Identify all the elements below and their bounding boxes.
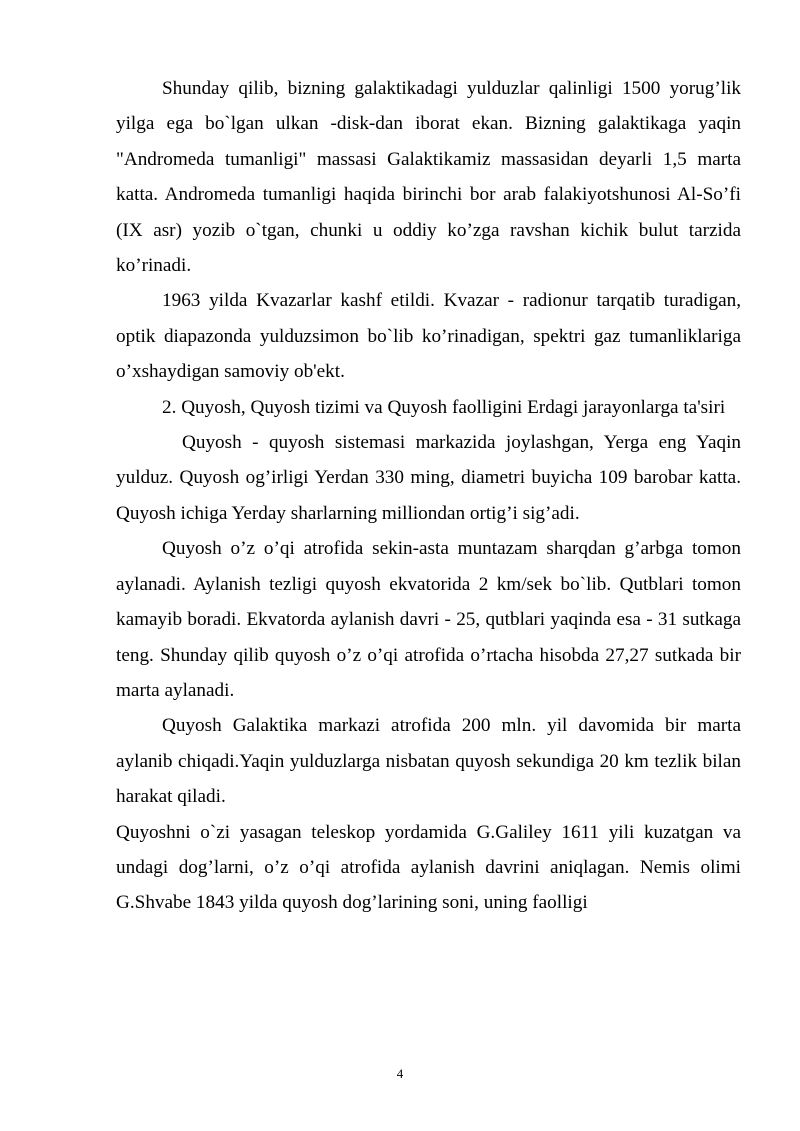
paragraph-sun-definition: Quyosh - quyosh sistemasi markazida joylashgan, Yerga eng Yaqin yulduz. Quyosh og’irligi Yerdan 330 ming, diametri buyicha 109 barobar katta. Quyosh ichiga Yerday sharlarning milliondan ortig’i sig’adi. (116, 432, 741, 524)
page-number: 4 (396, 1066, 404, 1081)
paragraph-galaxy-thickness: Shunday qilib, bizning galaktikadagi yulduzlar qalinligi 1500 yorug’lik yilga ega bo`lgan ulkan -disk-dan iborat ekan. Bizning galaktikaga yaqin "Andromeda tumanligi" massasi Galaktikamiz massasidan deyarli 1,5 marta katta. Andromeda tumanligi haqida birinchi bor arab falakiyotshunosi Al-So’fi (IX asr) yozib o`tgan, chunki u oddiy ko’zga ravshan kichik bulut tarzida ko’rinadi. (116, 78, 741, 277)
paragraph-sun-rotation: Quyosh o’z o’qi atrofida sekin-asta muntazam sharqdan g’arbga tomon aylanadi. Aylanish tezligi quyosh ekvatorida 2 km/sek bo`lib. Qutblari tomon kamayib boradi. Ekvatorda aylanish davri - 25, qutblari yaqinda esa - 31 sutkaga teng. Shunday qilib quyosh o’z o’qi atrofida o’rtacha hisobda 27,27 sutkada bir marta aylanadi. (116, 538, 741, 701)
paragraph-quasars: 1963 yilda Kvazarlar kashf etildi. Kvazar - radionur tarqatib turadigan, optik diapazonda yulduzsimon bo`lib ko’rinadigan, spektri gaz tumanliklariga o’xshaydigan samoviy ob'ekt. (116, 290, 741, 383)
paragraph-sunspot-history: Quyoshni o`zi yasagan teleskop yordamida G.Galiley 1611 yili kuzatgan va undagi dog’larni, o’z o’qi atrofida aylanish davrini aniqlagan. Nemis olimi G.Shvabe 1843 yilda quyosh dog’larining soni, uning faolligi (116, 821, 741, 914)
paragraph-galactic-orbit: Quyosh Galaktika markazi atrofida 200 mln. yil davomida bir marta aylanib chiqadi.Yaqin yulduzlarga nisbatan quyosh sekundiga 20 km tezlik bilan harakat qiladi. (116, 715, 741, 808)
section-heading-sun: 2. Quyosh, Quyosh tizimi va Quyosh faolligini Erdagi jarayonlarga ta'siri (162, 396, 726, 418)
body-text (116, 71, 741, 921)
